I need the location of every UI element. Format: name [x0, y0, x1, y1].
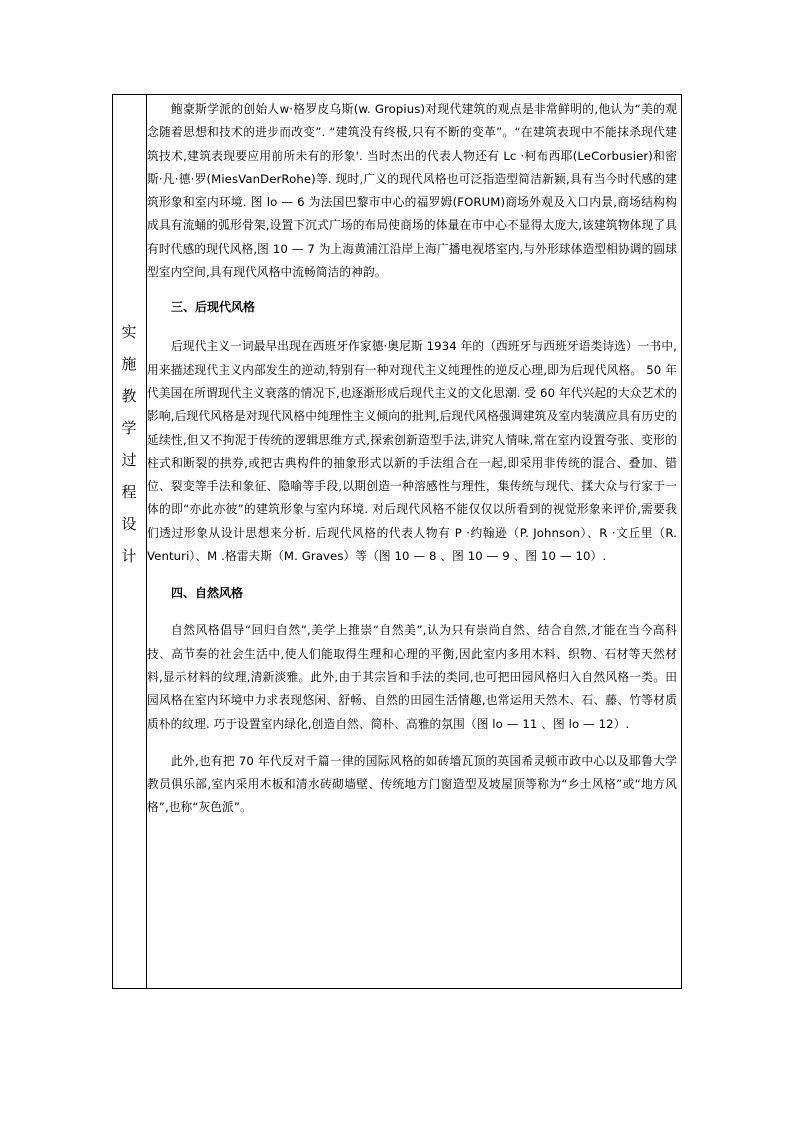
side-label-char: 过 [121, 451, 137, 469]
side-label-char: 教 [121, 387, 137, 405]
content-cell [147, 98, 677, 820]
side-label-char: 设 [121, 515, 137, 533]
paragraph-vernacular-style: 此外,也有把 70 年代反对千篇一律的国际风格的如砖墙瓦顶的英国希灵顿市政中心以及耶鲁大学教员俱乐部,室内采用木板和清水砖砌墙壁、传统地方门窗造型及坡屋顶等称为“乡土风格”或“地方风格”,也称“灰色派”。 [147, 753, 677, 815]
side-label-char: 施 [121, 355, 137, 373]
paragraph-postmodern: 后现代主义一词最早出现在西班牙作家德·奥尼斯 1934 年的（西班牙与西班牙语类诗选）一书中,用来描述现代主义内部发生的逆动,特别有一种对现代主义纯理性的逆反心理,即为后现代风格。 50 年代美国在所谓现代主义衰落的情况下,也逐渐形成后现代主义的文化思潮. 受 60 年代兴起的大众艺术的影响,后现代风格是对现代风格中纯理性主义倾向的批判,后现代风格强调建筑及室内装潢应具有历史的延续性,但又不拘泥于传统的逻辑思维方式,探索创新造型手法,讲究人情味,常在室内设置夸张、变形的柱式和断裂的拱券,或把古典构件的抽象形式以新的手法组合在一起,即采用非传统的混合、叠加、错位、裂变等手法和象征、隐喻等手段,以期创造一种溶感性与理性，集传统与现代、揉大众与行家于一体的即“亦此亦彼”的建筑形象与室内环境. 对后现代风格不能仅仅以所看到的视觉形象来评价,需要我们透过形象从设计思想来分析. 后现代风格的代表人物有 P ·约翰逊（P. Johnson）、R ·文丘里（R. Venturi）、M .格雷夫斯（M. Graves）等（图 10 — 8 、图 10 — 9 、图 10 — 10）. [147, 339, 677, 564]
side-label-char: 实 [121, 323, 137, 341]
side-label-char: 计 [121, 547, 137, 565]
side-label-char: 学 [121, 419, 137, 437]
paragraph-natural-style: 自然风格倡导“回归自然”,美学上推崇“自然美”,认为只有崇尚自然、结合自然,才能在当今高科技、高节奏的社会生活中,使人们能取得生理和心理的平衡,因此室内多用木料、织物、石材等天然材料,显示材料的纹理,清新淡雅。此外,由于其宗旨和手法的类同,也可把田园风格归入自然风格一类。田园风格在室内环境中力求表现悠闲、舒畅、自然的田园生活情趣,也常运用天然木、石、藤、竹等材质质朴的纹理. 巧于设置室内绿化,创造自然、简朴、高雅的氛围（图 lo — 11 、图 lo — 12）. [147, 623, 677, 731]
side-label-column [112, 324, 146, 580]
heading-natural-style: 四、自然风格 [171, 586, 244, 601]
heading-postmodern: 三、后现代风格 [171, 300, 256, 315]
paragraph-modern-style: 鲍豪斯学派的创始人w·格罗皮乌斯(w. Gropius)对现代建筑的观点是非常鲜明的,他认为“美的观念随着思想和技术的进步而改变”. “建筑没有终极,只有不断的变革”。“在建筑表现中不能抹杀现代建筑技术,建筑表现要应用前所未有的形象'. 当时杰出的代表人物还有 Lc ·柯布西耶(LeCorbusier)和密斯·凡·德·罗(MiesVanDerRohe)等. 现时,广义的现代风格也可泛指造型简洁新颖,具有当今时代感的建筑形象和室内环境. 图 lo — 6 为法国巴黎市中心的福罗姆(FORUM)商场外观及入口内景,商场结构构成具有流蛹的弧形骨架,设置下沉式广场的布局使商场的体量在市中心不显得太庞大,该建筑物体现了具有时代感的现代风格,图 10 — 7 为上海黄浦江沿岸上海广播电视塔室内,与外形球体造型相协调的圆球型室内空间,具有现代风格中流畅简洁的神韵。 [147, 102, 677, 280]
side-label-char: 程 [121, 483, 137, 501]
